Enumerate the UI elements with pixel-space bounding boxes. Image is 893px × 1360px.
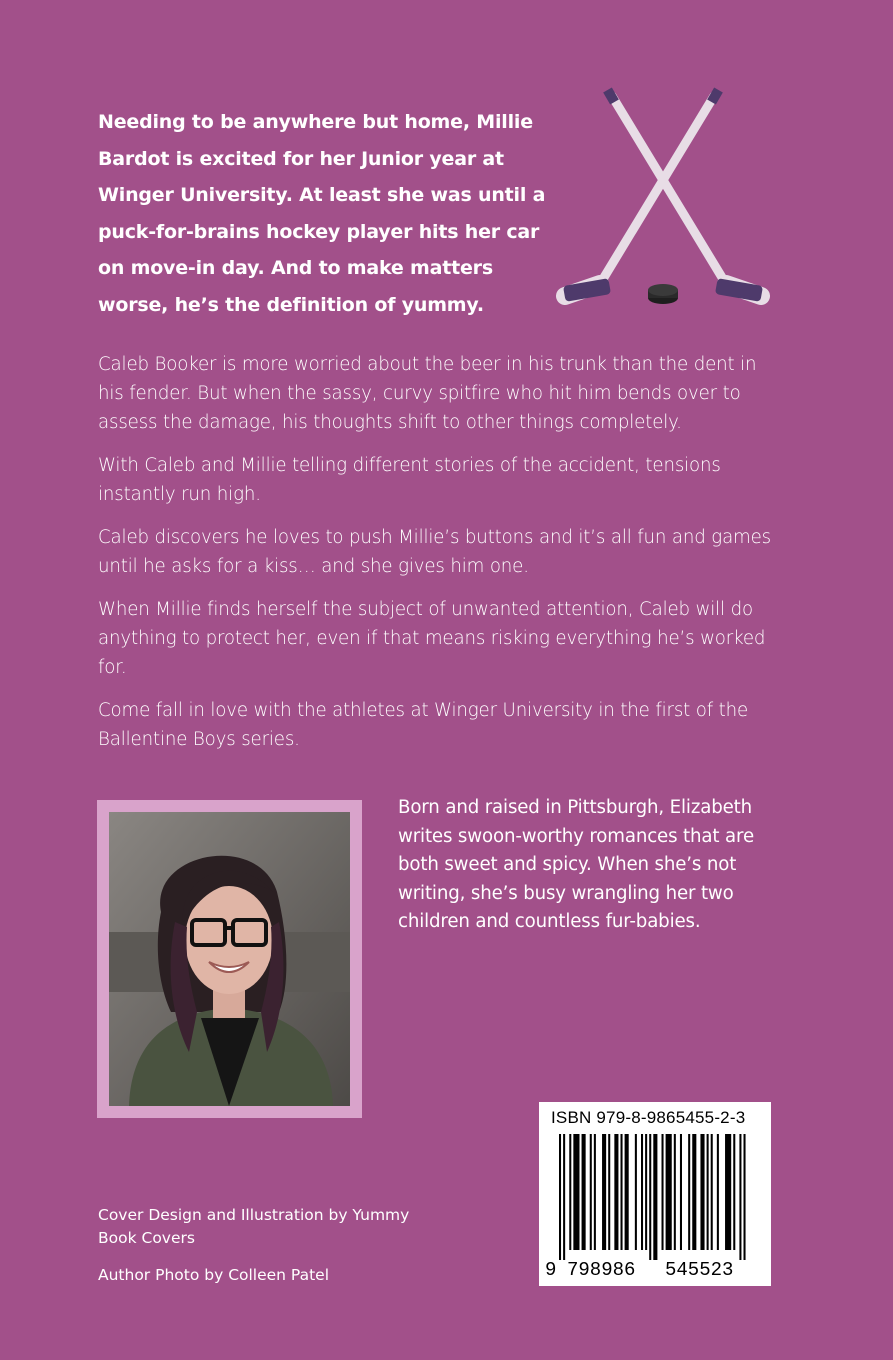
barcode-bar xyxy=(707,1134,709,1250)
barcode-bar xyxy=(625,1134,629,1250)
isbn-label: ISBN 979-8-9865455-2-3 xyxy=(551,1108,746,1127)
blurb-paragraph: When Millie finds herself the subject of unwanted attention, Caleb will do anything to protect her, even if that means risking everything he’s worked for. xyxy=(98,599,766,678)
barcode-bar xyxy=(559,1134,561,1260)
barcode-bar xyxy=(662,1134,664,1250)
barcode-bar xyxy=(692,1134,696,1250)
barcode-bar xyxy=(641,1134,643,1250)
barcode-bar xyxy=(739,1134,741,1260)
blurb-body xyxy=(98,350,778,768)
barcode-digit-first: 9 xyxy=(545,1259,557,1281)
barcode-digits-left: 798986 xyxy=(567,1259,636,1281)
author-photo-frame xyxy=(97,800,362,1118)
barcode-bars xyxy=(545,1134,767,1284)
author-photo xyxy=(109,812,350,1106)
blurb-lead: Needing to be anywhere but home, Millie Bardot is excited for her Junior year at Winger University. At least she was until a puck-for-brains hockey player hits her car on move-in day. And to make matters worse, he’s the definition of yummy. xyxy=(98,111,546,316)
author-bio: Born and raised in Pittsburgh, Elizabeth writes swoon-worthy romances that are both sweet and spicy. When she’s not writing, she’s busy wrangling her two children and countless fur-babies. xyxy=(398,797,754,933)
barcode-bar xyxy=(666,1134,672,1250)
hockey-sticks-icon xyxy=(556,84,770,314)
barcode-bar xyxy=(733,1134,735,1250)
blurb-paragraph: Come fall in love with the athletes at Winger University in the first of the Ballentine Boys series. xyxy=(98,700,749,750)
blurb-paragraph: With Caleb and Millie telling different stories of the accident, tensions instantly run high. xyxy=(98,455,721,505)
barcode-digits-right: 545523 xyxy=(665,1259,734,1281)
barcode-bar xyxy=(649,1134,651,1260)
barcode-bar xyxy=(711,1134,713,1250)
puck-icon xyxy=(648,284,678,304)
barcode-bar xyxy=(563,1134,565,1260)
barcode-bar xyxy=(621,1134,623,1250)
blurb-paragraph: Caleb Booker is more worried about the beer in his trunk than the dent in his fender. But when the sassy, curvy spitfire who hit him bends over to assess the damage, his thoughts shift to other things completely. xyxy=(98,354,757,433)
photo-credit: Author Photo by Colleen Patel xyxy=(98,1266,330,1284)
isbn-barcode xyxy=(539,1102,771,1286)
barcode-bar xyxy=(590,1134,592,1250)
barcode-bar xyxy=(594,1134,596,1250)
credits xyxy=(98,1204,428,1302)
barcode-bar xyxy=(602,1134,606,1250)
barcode-bar xyxy=(645,1134,647,1250)
barcode-bar xyxy=(582,1134,586,1250)
barcode-bar xyxy=(680,1134,682,1250)
barcode-bar xyxy=(717,1134,719,1250)
barcode-bar xyxy=(635,1134,637,1250)
barcode-bar xyxy=(688,1134,690,1250)
cover-credit: Cover Design and Illustration by Yummy Book Covers xyxy=(98,1206,410,1247)
barcode-bar xyxy=(674,1134,676,1250)
barcode-bar xyxy=(608,1134,610,1250)
barcode-bar xyxy=(573,1134,579,1250)
barcode-bar xyxy=(569,1134,571,1250)
barcode-bar xyxy=(744,1134,746,1260)
barcode-bar xyxy=(614,1134,618,1250)
barcode-bar xyxy=(700,1134,704,1250)
blurb-paragraph: Caleb discovers he loves to push Millie’s buttons and it’s all fun and games until he asks for a kiss… and she gives him one. xyxy=(98,527,771,577)
barcode-bar xyxy=(725,1134,731,1250)
barcode-bar xyxy=(653,1134,657,1260)
